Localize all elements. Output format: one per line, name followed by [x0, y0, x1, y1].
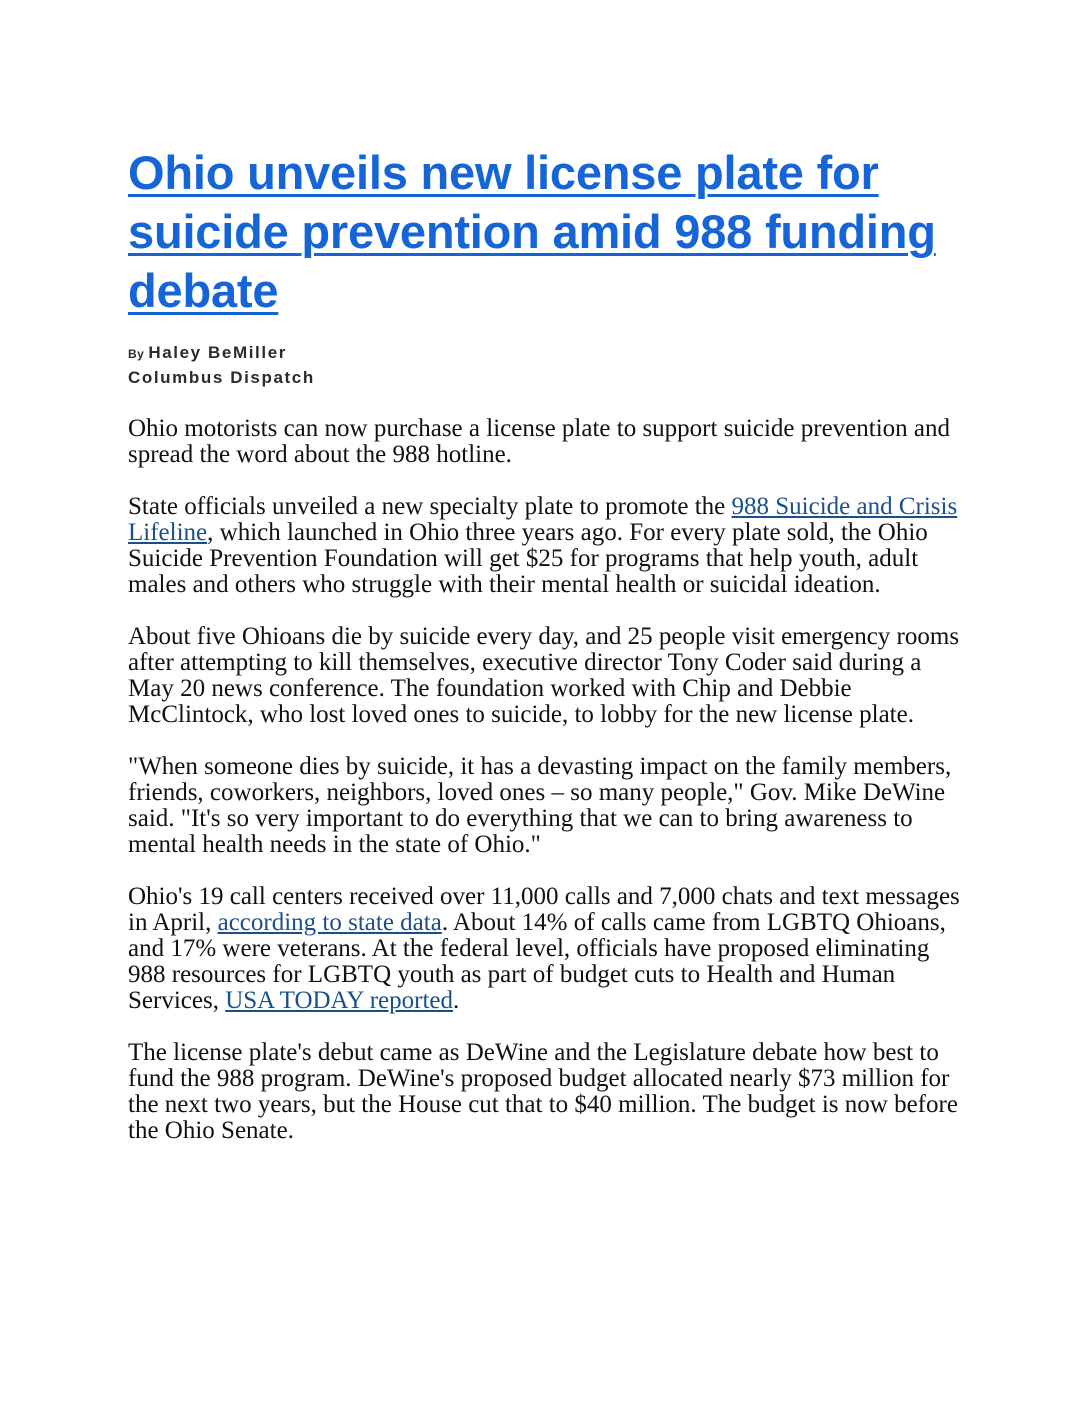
article-body: [128, 416, 968, 1144]
paragraph-5-text-start: Ohio's 19 call centers received over 11,000 calls and 7,000 chats and text messages in April,: [128, 883, 960, 936]
paragraph-6: The license plate's debut came as DeWine and the Legislature debate how best to fund the 988 program. DeWine's proposed budget allocated nearly $73 million for the next two years, but the House cut that to $40 million. The budget is now before the Ohio Senate.: [128, 1039, 958, 1144]
paragraph-5: [128, 884, 968, 1014]
paragraph-2-text-end: , which launched in Ohio three years ago. For every plate sold, the Ohio Suicide Prevention Foundation will get $25 for programs that help youth, adult males and others who struggle with their mental health or suicidal ideation.: [128, 519, 928, 598]
author-line: [128, 341, 968, 366]
lifeline-link[interactable]: 988 Suicide and Crisis Lifeline: [128, 493, 958, 546]
paragraph-5-text-end: .: [453, 987, 460, 1014]
paragraph-2: [128, 494, 968, 598]
state-data-link[interactable]: according to state data: [217, 909, 442, 936]
headline-link[interactable]: Ohio unveils new license plate for suicide prevention amid 988 funding debate: [128, 146, 936, 317]
paragraph-2-text-start: State officials unveiled a new specialty plate to promote the: [128, 493, 732, 520]
author-name: Haley BeMiller: [148, 343, 287, 362]
byline-prefix: By: [128, 347, 145, 361]
byline: [128, 341, 968, 389]
paragraph-3: About five Ohioans die by suicide every day, and 25 people visit emergency rooms after attempting to kill themselves, executive director Tony Coder said during a May 20 news conference. The foundation worked with Chip and Debbie McClintock, who lost loved ones to suicide, to lobby for the new license plate.: [128, 623, 960, 728]
paragraph-5-text-middle: . About 14% of calls came from LGBTQ Ohioans, and 17% were veterans. At the federal level, officials have proposed eliminating 988 resources for LGBTQ youth as part of budget cuts to Health and Human Services,: [128, 909, 946, 1014]
usa-today-link[interactable]: USA TODAY reported: [225, 987, 453, 1014]
paragraph-1: Ohio motorists can now purchase a license plate to support suicide prevention and spread the word about the 988 hotline.: [128, 415, 951, 468]
article-headline: [128, 143, 968, 320]
publication-name: Columbus Dispatch: [128, 368, 315, 387]
paragraph-4: "When someone dies by suicide, it has a devasting impact on the family members, friends, coworkers, neighbors, loved ones – so many people," Gov. Mike DeWine said. "It's so very important to do everything that we can to bring awareness to mental health needs in the state of Ohio.": [128, 753, 952, 858]
article: [128, 143, 968, 1170]
